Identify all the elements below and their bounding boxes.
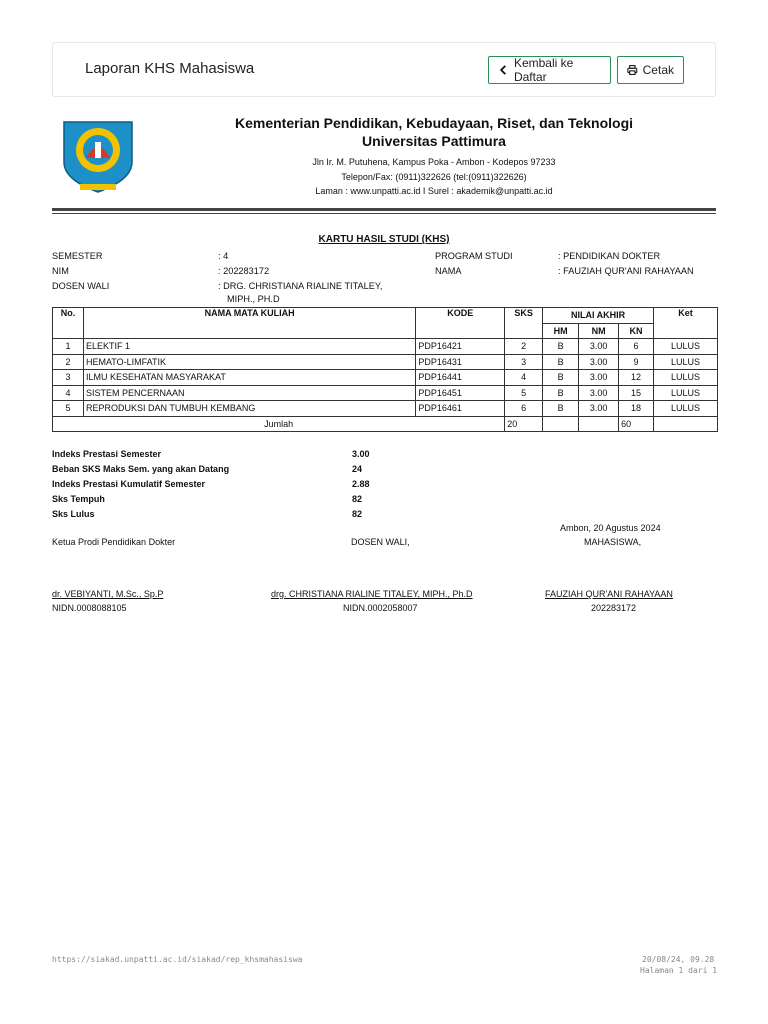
mahasiswa-name: FAUZIAH QUR'ANI RAHAYAAN [545,589,673,599]
header-divider-thin [52,213,716,214]
header-kn: KN [619,323,654,339]
dosen-wali-role: DOSEN WALI, [351,537,410,547]
cell-nama: SISTEM PENCERNAAN [83,385,415,401]
summary-beban-sks-label: Beban SKS Maks Sem. yang akan Datang [52,464,230,474]
nama-label: NAMA [435,266,462,276]
cell-kn: 12 [619,370,654,386]
cell-hm: B [543,339,579,355]
summary-sks-tempuh-value: 82 [352,494,363,504]
university-web: Laman : www.unpatti.ac.id I Surel : akademik@unpatti.ac.id [315,186,553,196]
summary-sks-lulus-value: 82 [352,509,363,519]
cell-nama: ILMU KESEHATAN MASYARAKAT [83,370,415,386]
cell-sks: 5 [505,385,543,401]
table-row [53,354,718,370]
program-studi-label: PROGRAM STUDI [435,251,513,261]
header-nm: NM [579,323,619,339]
dosen-wali-nidn: NIDN.0002058007 [343,603,418,613]
header-nilai-akhir: NILAI AKHIR [543,308,654,324]
university-address: Jln Ir. M. Putuhena, Kampus Poka - Ambon - Kodepos 97233 [312,157,556,167]
cell-sks: 6 [505,401,543,417]
nim-label: NIM [52,266,69,276]
summary-sks-tempuh-label: Sks Tempuh [52,494,105,504]
cell-nm: 3.00 [579,370,619,386]
cell-nama: REPRODUKSI DAN TUMBUH KEMBANG [83,401,415,417]
header-card [52,42,716,97]
summary-beban-sks-value: 24 [352,464,363,474]
header-kode: KODE [416,308,505,339]
cell-nm: 3.00 [579,339,619,355]
cell-hm: B [543,370,579,386]
ministry-name: Kementerian Pendidikan, Kebudayaan, Riset, dan Teknologi [234,115,634,131]
kaprodi-name: dr. VEBIYANTI, M.Sc., Sp.P [52,589,164,599]
cell-kode: PDP16431 [416,354,505,370]
header-ket: Ket [654,308,718,339]
dosen-wali-value: : DRG. CHRISTIANA RIALINE TITALEY, [218,281,383,291]
dosen-wali-label: DOSEN WALI [52,281,110,291]
summary-ips-label: Indeks Prestasi Semester [52,449,162,459]
cell-kode: PDP16421 [416,339,505,355]
total-sks: 20 [505,416,543,432]
kaprodi-role: Ketua Prodi Pendidikan Dokter [52,537,176,547]
printer-icon [627,64,638,76]
dosen-wali-name: drg. CHRISTIANA RIALINE TITALEY, MIPH., Ph.D [271,589,473,599]
mahasiswa-nim: 202283172 [591,603,637,613]
print-button[interactable] [617,56,684,84]
page-title: Laporan KHS Mahasiswa [85,60,255,77]
total-hm-empty [543,416,579,432]
cell-nama: HEMATO-LIMFATIK [83,354,415,370]
place-date: Ambon, 20 Agustus 2024 [560,523,661,533]
cell-hm: B [543,354,579,370]
kaprodi-nidn: NIDN.0008088105 [52,603,127,613]
table-row [53,370,718,386]
table-row [53,385,718,401]
university-phone: Telepon/Fax: (0911)322626 (tel:(0911)322626) [341,171,527,182]
total-kn: 60 [619,416,654,432]
cell-kn: 18 [619,401,654,417]
cell-ket: LULUS [654,370,718,386]
cell-nm: 3.00 [579,385,619,401]
cell-kode: PDP16461 [416,401,505,417]
header-divider-thick [52,208,716,211]
header-hm: HM [543,323,579,339]
cell-kn: 6 [619,339,654,355]
summary-ips-value: 3.00 [352,449,370,459]
university-logo [58,114,138,194]
cell-hm: B [543,385,579,401]
cell-nama: ELEKTIF 1 [83,339,415,355]
semester-value: : 4 [218,251,229,261]
cell-no: 1 [53,339,84,355]
document-title: KARTU HASIL STUDI (KHS) [318,234,450,245]
cell-ket: LULUS [654,401,718,417]
cell-kn: 15 [619,385,654,401]
total-label: Jumlah [53,416,505,432]
footer-datetime: 20/08/24, 09.28 [642,955,715,964]
header-sks: SKS [505,308,543,339]
table-row [53,401,718,417]
chevron-left-icon [498,64,509,76]
table-total-row [53,416,718,432]
summary-ipk-label: Indeks Prestasi Kumulatif Semester [52,479,206,489]
back-to-list-button[interactable] [488,56,611,84]
table-row [53,339,718,355]
cell-sks: 2 [505,339,543,355]
cell-sks: 4 [505,370,543,386]
cell-no: 5 [53,401,84,417]
cell-ket: LULUS [654,385,718,401]
program-studi-value: : PENDIDIKAN DOKTER [558,251,661,261]
nim-value: : 202283172 [218,266,270,276]
cell-no: 4 [53,385,84,401]
cell-nm: 3.00 [579,401,619,417]
mahasiswa-role: MAHASISWA, [584,537,642,547]
semester-label: SEMESTER [52,251,103,261]
cell-ket: LULUS [654,339,718,355]
cell-ket: LULUS [654,354,718,370]
khs-table [52,307,718,432]
total-ket-empty [654,416,718,432]
cell-nm: 3.00 [579,354,619,370]
footer-url: https://siakad.unpatti.ac.id/siakad/rep_khsmahasiswa [52,955,303,964]
cell-kn: 9 [619,354,654,370]
print-button-label: Cetak [642,63,674,77]
nama-value: : FAUZIAH QUR'ANI RAHAYAAN [558,266,694,276]
cell-kode: PDP16441 [416,370,505,386]
summary-sks-lulus-label: Sks Lulus [52,509,95,519]
institution-header [190,114,678,199]
header-nama-mata-kuliah: NAMA MATA KULIAH [83,308,415,339]
dosen-wali-value-cont: MIPH., PH.D [227,294,280,304]
header-no: No. [53,308,84,339]
cell-sks: 3 [505,354,543,370]
university-name: Universitas Pattimura [362,133,506,149]
total-nm-empty [579,416,619,432]
cell-kode: PDP16451 [416,385,505,401]
cell-no: 3 [53,370,84,386]
summary-ipk-value: 2.88 [352,479,370,489]
footer-page-number: Halaman 1 dari 1 [640,966,718,975]
cell-hm: B [543,401,579,417]
cell-no: 2 [53,354,84,370]
back-button-label: Kembali ke Daftar [513,56,574,84]
